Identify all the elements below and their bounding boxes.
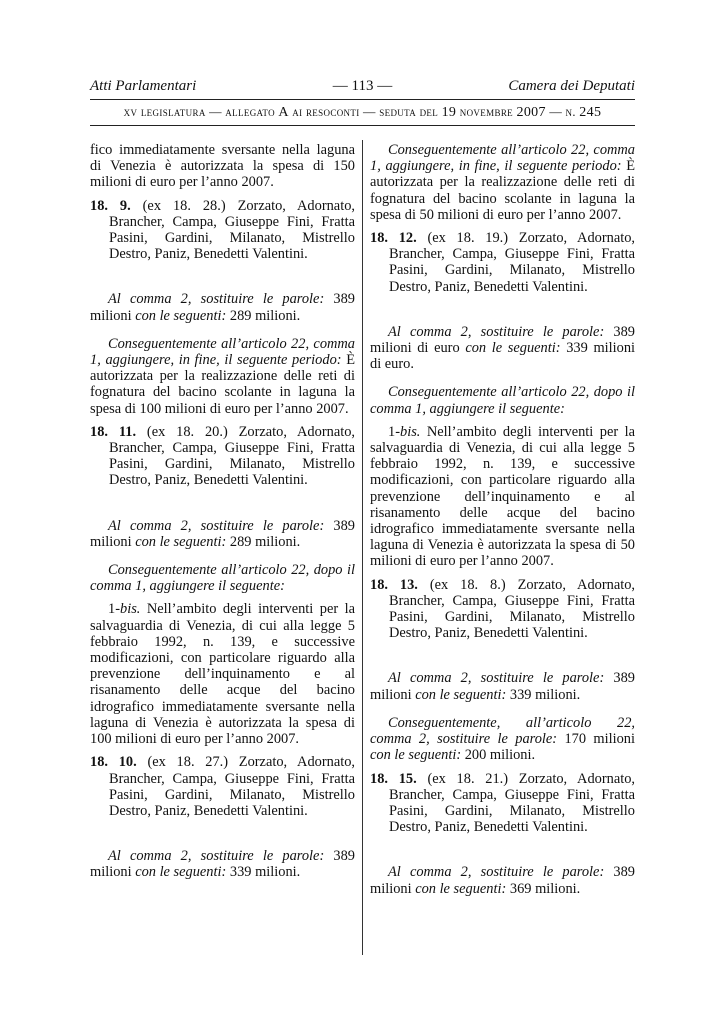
text: 389 milioni bbox=[370, 864, 636, 897]
amendment-text: (ex 18. 20.) Zorzato, Adornato, Brancher, Campa, Giuseppe Fini, Fratta Pasini, Gardini, Milanato, Mistrello Destro, Paniz, Benedetti Valentini. bbox=[109, 423, 355, 489]
italic-text: con le seguenti: bbox=[135, 307, 227, 324]
text: È autorizzata per la realizzazione delle reti di fognatura del bacino scolante in laguna la spesa di 50 milioni di euro per l’anno 2007. bbox=[370, 158, 635, 223]
text: 339 milioni di euro. bbox=[370, 340, 636, 373]
text: Nell’ambito degli interventi per la salvaguardia di Venezia, di cui alla legge 5 febbraio 1992, n. 139, e successive modificazioni, con particolare riguardo alla prevenzione dell’inquinamento e al risanamento delle acque del bacino idrografico immediatamente sversante nella laguna di Venezia è autorizzata la spesa di 100 milioni di euro per l’anno 2007. bbox=[90, 601, 355, 748]
italic-text: con le seguenti: bbox=[135, 533, 227, 550]
amendment-18-10 bbox=[90, 754, 355, 819]
amendment-number: 18. 11. bbox=[90, 423, 137, 440]
text: 1- bbox=[388, 423, 400, 440]
header-right: Camera dei Deputati bbox=[508, 78, 635, 94]
amendment-text: (ex 18. 19.) Zorzato, Adornato, Brancher, Campa, Giuseppe Fini, Fratta Pasini, Gardini, Milanato, Mistrello Destro, Paniz, Benedetti Valentini. bbox=[389, 230, 635, 295]
amendment-text: (ex 18. 28.) Zorzato, Adornato, Brancher, Campa, Giuseppe Fini, Fratta Pasini, Gardini, Milanato, Mistrello Destro, Paniz, Benedetti Valentini. bbox=[109, 197, 355, 263]
amendment-18-15 bbox=[370, 771, 635, 836]
italic-text: bis. bbox=[400, 423, 421, 440]
amendment-number: 18. 13. bbox=[370, 576, 418, 593]
italic-text: Al comma 2, sostituire le parole: bbox=[388, 323, 605, 340]
text: 200 milioni. bbox=[461, 747, 536, 764]
text: 289 milioni. bbox=[226, 307, 301, 324]
amendment-18-11-bis bbox=[90, 601, 355, 747]
text: 369 milioni. bbox=[506, 880, 581, 897]
column-divider bbox=[362, 140, 363, 955]
subheader-part5: novembre bbox=[456, 105, 517, 119]
italic-text: bis. bbox=[120, 601, 141, 618]
amendment-number: 18. 9. bbox=[90, 197, 131, 214]
amendment-text: (ex 18. 8.) Zorzato, Adornato, Brancher, Campa, Giuseppe Fini, Fratta Pasini, Gardini, Milanato, Mistrello Destro, Paniz, Benedetti Valentini. bbox=[389, 576, 635, 642]
text: 339 milioni. bbox=[226, 864, 301, 881]
amendment-18-12-bis bbox=[370, 424, 635, 570]
right-column bbox=[370, 142, 635, 897]
amendment-18-12-comma bbox=[370, 324, 635, 373]
amendment-18-15-comma bbox=[370, 864, 635, 896]
left-column bbox=[90, 142, 355, 881]
left-para-1: fico immediatamente sversante nella laguna di Venezia è autorizzata la spesa di 150 milioni di euro per l’anno 2007. bbox=[90, 142, 355, 191]
amendment-18-11-comma bbox=[90, 518, 355, 550]
amendment-18-12-conseguentemente: Conseguentemente all’articolo 22, dopo il comma 1, aggiungere il seguente: bbox=[370, 384, 635, 417]
subheader-part2: A bbox=[278, 105, 289, 120]
amendment-18-10-comma bbox=[90, 848, 355, 880]
amendment-18-12 bbox=[370, 230, 635, 295]
subheader-part6: 2007 bbox=[516, 105, 546, 120]
italic-text: con le seguenti: bbox=[135, 864, 227, 881]
subheader-part3: ai resoconti — seduta del bbox=[288, 105, 442, 119]
amendment-number: 18. 10. bbox=[90, 754, 137, 771]
right-para-1 bbox=[370, 142, 635, 223]
amendment-18-9 bbox=[90, 198, 355, 263]
italic-text: Al comma 2, sostituire le parole: bbox=[108, 848, 325, 865]
amendment-18-13-comma bbox=[370, 670, 635, 702]
header-left: Atti Parlamentari bbox=[90, 78, 197, 94]
amendment-number: 18. 12. bbox=[370, 230, 417, 247]
subheader-part4: 19 bbox=[441, 105, 457, 120]
italic-text: con le seguenti: bbox=[465, 340, 561, 357]
italic-text: Conseguentemente, all’articolo 22, comma 2, sostituire le parole: bbox=[370, 714, 635, 748]
italic-text: Al comma 2, sostituire le parole: bbox=[108, 517, 325, 534]
amendment-18-11 bbox=[90, 424, 355, 489]
amendment-18-11-conseguentemente: Conseguentemente all’articolo 22, dopo il comma 1, aggiungere il seguente: bbox=[90, 562, 355, 595]
amendment-text: (ex 18. 21.) Zorzato, Adornato, Brancher, Campa, Giuseppe Fini, Fratta Pasini, Gardini, Milanato, Mistrello Destro, Paniz, Benedetti Valentini. bbox=[389, 770, 635, 836]
text: 170 milioni bbox=[557, 731, 635, 748]
amendment-18-9-conseguentemente bbox=[90, 336, 355, 417]
text: 289 milioni. bbox=[226, 533, 301, 550]
page-number: — 113 — bbox=[332, 78, 393, 94]
italic-text: Al comma 2, sostituire le parole: bbox=[388, 864, 605, 881]
text: 1- bbox=[108, 601, 120, 618]
subheader-part8: 245 bbox=[579, 105, 602, 120]
text: Nell’ambito degli interventi per la salvaguardia di Venezia, di cui alla legge 5 febbraio 1992, n. 139, e successive modificazioni, con particolare riguardo alla prevenzione dell’inquinamento e al risanamento delle acque del bacino idrografico immediatamente sversante nella laguna di Venezia è autorizzata la spesa di 50 milioni di euro per l’anno 2007. bbox=[370, 423, 635, 570]
text: 389 milioni bbox=[90, 848, 356, 881]
text: 389 milioni bbox=[90, 517, 356, 550]
italic-text: Al comma 2, sostituire le parole: bbox=[388, 670, 605, 687]
page-header bbox=[90, 78, 635, 98]
text: 389 milioni bbox=[90, 291, 356, 324]
italic-text: Conseguentemente all’articolo 22, comma 1, aggiungere, in fine, il seguente periodo: bbox=[370, 142, 635, 175]
italic-text: Al comma 2, sostituire le parole: bbox=[108, 291, 325, 308]
subheader-part1: xv legislatura — allegato bbox=[123, 105, 279, 119]
amendment-text: (ex 18. 27.) Zorzato, Adornato, Brancher, Campa, Giuseppe Fini, Fratta Pasini, Gardini, Milanato, Mistrello Destro, Paniz, Benedetti Valentini. bbox=[109, 754, 355, 819]
italic-text: Conseguentemente all’articolo 22, comma 1, aggiungere, in fine, il seguente periodo: bbox=[90, 335, 355, 369]
amendment-18-13-conseguentemente bbox=[370, 715, 635, 764]
text: È autorizzata per la realizzazione delle reti di fognatura del bacino scolante in laguna la spesa di 100 milioni di euro per l’anno 2007. bbox=[90, 352, 355, 417]
italic-text: con le seguenti: bbox=[415, 880, 507, 897]
text: 389 milioni bbox=[370, 670, 636, 703]
italic-text: con le seguenti: bbox=[415, 686, 507, 703]
amendment-18-13 bbox=[370, 577, 635, 642]
amendment-18-9-comma bbox=[90, 291, 355, 323]
amendment-number: 18. 15. bbox=[370, 770, 417, 787]
subheader-part7: — n. bbox=[545, 105, 580, 119]
text: 389 milioni di euro bbox=[370, 323, 636, 357]
header-rule-bottom bbox=[90, 125, 635, 126]
italic-text: con le seguenti: bbox=[370, 747, 462, 764]
subheader bbox=[90, 105, 635, 121]
header-rule-top bbox=[90, 99, 635, 100]
text: 339 milioni. bbox=[506, 686, 581, 703]
